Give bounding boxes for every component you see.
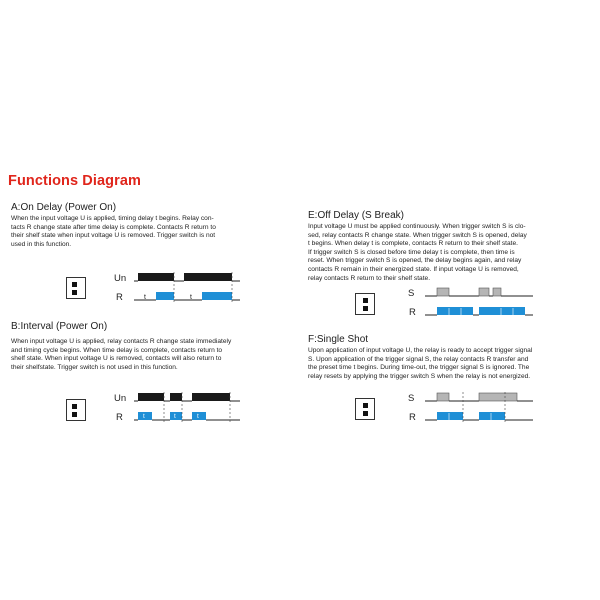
description-line: the preset time t begins. During time-out, the trigger signal S is ignored. The — [308, 364, 530, 372]
section-b-description — [11, 338, 296, 372]
description-line: and timing cycle begins. When time delay is complete, contacts return to — [11, 346, 223, 354]
module-front-icon — [355, 293, 375, 315]
description-line: Input voltage U must be applied continuously. When trigger switch S is clo- — [308, 223, 526, 230]
description-line: t begins. When delay t is complete, contacts R return to their shelf state. — [308, 240, 519, 248]
trigger-pulse — [493, 288, 501, 296]
delay-t-label: t — [197, 413, 199, 420]
description-line: their shelf state when input voltage U is removed. Trigger switch is not — [11, 232, 216, 240]
relay-pulse — [156, 292, 174, 300]
delay-t-label: t — [174, 413, 176, 420]
relay-pulse — [170, 412, 182, 420]
module-front-icon — [355, 398, 375, 420]
relay-signal-label: R — [116, 292, 123, 303]
description-line: S. Upon application of the trigger signal S, the relay contacts R transfer and — [308, 355, 529, 363]
section-f-timing-diagram — [405, 388, 535, 428]
description-line: their shelfstate. Trigger switch is not used in this function. — [11, 363, 178, 371]
supply-pulse — [192, 393, 230, 401]
section-b-timing-diagram — [112, 388, 242, 428]
description-line: contacts R remain in their energized state. If input voltage U is removed, — [308, 265, 519, 273]
description-line: used in this function. — [11, 240, 72, 248]
description-line: When the input voltage U is applied, timing delay t begins. Relay con- — [11, 215, 214, 222]
section-e-title: E:Off Delay (S Break) — [308, 210, 404, 221]
relay-signal-label: R — [409, 412, 416, 423]
trigger-pulse — [437, 393, 449, 401]
section-a-description — [11, 215, 296, 249]
description-line: shelf state. When input voltage U is removed, contacts will also return to — [11, 355, 222, 363]
module-front-icon — [66, 277, 86, 299]
relay-pulse — [202, 292, 232, 300]
section-a-title: A:On Delay (Power On) — [11, 202, 117, 213]
relay-pulse — [138, 412, 152, 420]
section-f-title: F:Single Shot — [308, 334, 369, 345]
trigger-pulse — [479, 393, 517, 401]
section-a-timing-diagram — [112, 268, 242, 308]
relay-signal-label: R — [409, 307, 416, 318]
section-f-description — [308, 347, 593, 381]
trigger-pulse — [437, 288, 449, 296]
delay-t-label: t — [190, 294, 192, 301]
trigger-signal-label: S — [408, 288, 415, 299]
relay-pulse — [479, 412, 505, 420]
section-e-description — [308, 223, 593, 283]
description-line: If trigger switch S is closed before time delay t is complete, then time is — [308, 248, 515, 256]
relay-pulse — [192, 412, 206, 420]
un-signal-label: Un — [114, 393, 127, 404]
supply-pulse — [138, 393, 164, 401]
relay-pulse — [437, 307, 473, 315]
supply-pulse — [170, 393, 182, 401]
trigger-pulse — [479, 288, 489, 296]
trigger-signal-label: S — [408, 393, 415, 404]
description-line: relay contacts R return to their shelf state. — [308, 274, 431, 282]
relay-signal-label: R — [116, 412, 123, 423]
section-b-title: B:Interval (Power On) — [11, 321, 108, 332]
delay-t-label: t — [144, 294, 146, 301]
page-title: Functions Diagram — [8, 173, 142, 189]
description-line: reset. When trigger switch S is opened, the delay begins again, and relay — [308, 257, 522, 265]
un-signal-label: Un — [114, 273, 127, 284]
description-line: relay resets by applying the trigger switch S when the relay is not energized. — [308, 372, 531, 380]
supply-pulse — [138, 273, 174, 281]
description-line: sed, relay contacts R change state. When trigger switch S is opened, delay — [308, 231, 527, 239]
description-line: Upon application of input voltage U, the relay is ready to accept trigger signal — [308, 347, 533, 354]
supply-pulse — [184, 273, 232, 281]
description-line: tacts R change state after time delay is complete. Contacts R return to — [11, 223, 216, 231]
module-front-icon — [66, 399, 86, 421]
relay-pulse — [479, 307, 525, 315]
delay-t-label: t — [143, 413, 145, 420]
relay-pulse — [437, 412, 463, 420]
description-line: When input voltage U is applied, relay contacts R change state immediately — [11, 338, 232, 345]
section-e-timing-diagram — [405, 283, 535, 323]
